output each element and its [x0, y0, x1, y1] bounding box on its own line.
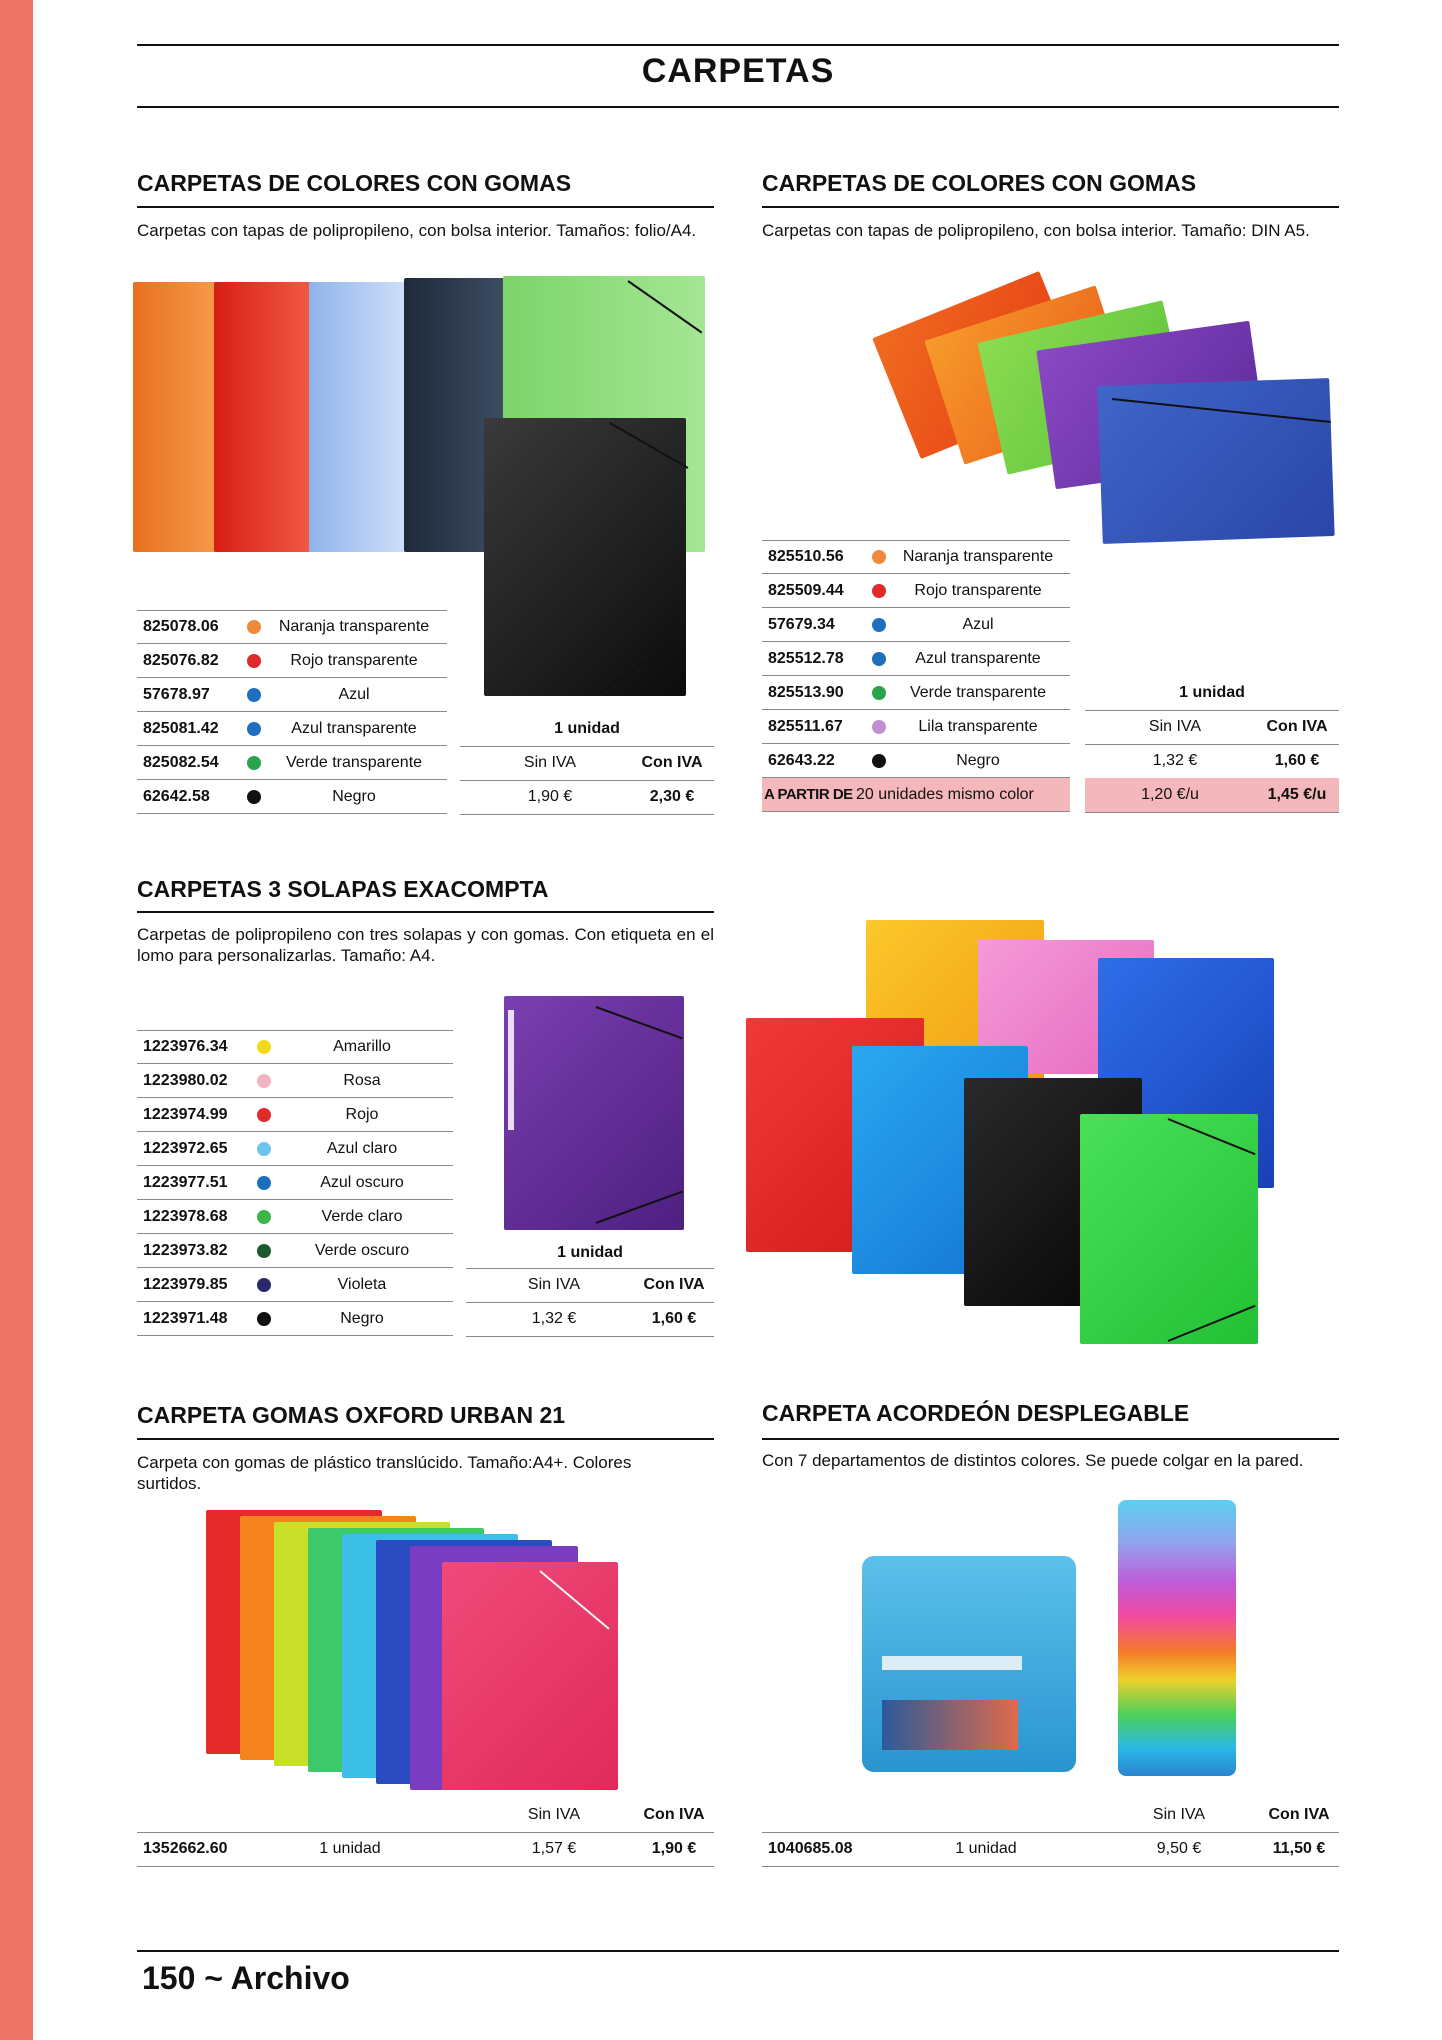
- unit-label: 1 unidad: [319, 1840, 381, 1857]
- item-code: 1223973.82: [143, 1241, 228, 1259]
- sin-iva-label: Sin IVA: [1148, 718, 1202, 735]
- item-code: 825511.67: [768, 717, 843, 735]
- section2-title: CARPETAS DE COLORES CON GOMAS: [762, 170, 1197, 196]
- item-color-name: Verde oscuro: [314, 1241, 410, 1259]
- accent-strip: [0, 0, 33, 2040]
- bulk-label: A PARTIR DE: [764, 786, 853, 803]
- item-code: 825513.90: [768, 683, 844, 701]
- item-color-name: Azul oscuro: [320, 1173, 404, 1191]
- list-item: [137, 1030, 453, 1064]
- item-code: 62643.22: [768, 751, 835, 769]
- bulk-sin-iva-price: 1,20 €/u: [1085, 778, 1255, 812]
- item-code: 825082.54: [143, 753, 219, 771]
- bulk-offer-row: [762, 778, 1070, 812]
- item-color-name: Lila transparente: [918, 717, 1038, 735]
- section1-rule: [137, 206, 714, 208]
- item-code: 825078.06: [143, 618, 219, 635]
- list-item: [137, 780, 447, 814]
- item-code: 1223976.34: [143, 1038, 228, 1055]
- list-item: [762, 710, 1070, 744]
- color-dot: [247, 722, 261, 736]
- item-color-name: Naranja transparente: [902, 548, 1054, 565]
- sin-iva-price: 9,50 €: [1156, 1840, 1202, 1857]
- color-dot: [872, 754, 886, 768]
- list-item: [137, 712, 447, 746]
- sin-iva-label: Sin IVA: [527, 1806, 581, 1823]
- color-dot: [872, 584, 886, 598]
- list-item: [762, 608, 1070, 642]
- con-iva-label: Con IVA: [1266, 718, 1328, 735]
- color-dot: [257, 1278, 271, 1292]
- bulk-text: 20 unidades mismo color: [856, 785, 1034, 803]
- list-item: [137, 644, 447, 678]
- item-color-name: Rosa: [343, 1071, 381, 1089]
- item-code: 1223974.99: [143, 1105, 228, 1123]
- section1-title: CARPETAS DE COLORES CON GOMAS: [137, 170, 572, 196]
- list-item: [137, 1234, 453, 1268]
- list-item: [137, 1200, 453, 1234]
- item-code: 1223978.68: [143, 1207, 228, 1225]
- list-item: [762, 642, 1070, 676]
- item-color-name: Negro: [340, 1309, 384, 1327]
- footer-rule: [137, 1950, 1339, 1952]
- item-code: 1040685.08: [768, 1840, 853, 1857]
- sin-iva-label: Sin IVA: [523, 754, 577, 771]
- color-dot: [872, 618, 886, 632]
- section1-description: Carpetas con tapas de polipropileno, con bolsa interior. Tamaños: folio/A4.: [137, 221, 697, 240]
- item-color-name: Verde claro: [321, 1207, 403, 1225]
- con-iva-price: 1,90 €: [651, 1840, 697, 1857]
- color-dot: [872, 652, 886, 666]
- price-divider: [466, 1336, 714, 1337]
- header-top-rule: [137, 44, 1339, 46]
- item-color-name: Verde transparente: [909, 683, 1047, 701]
- item-color-name: Azul: [338, 685, 370, 703]
- item-code: 1223971.48: [143, 1309, 228, 1327]
- item-color-name: Rojo: [345, 1105, 379, 1123]
- section5-title: CARPETA ACORDEÓN DESPLEGABLE: [762, 1400, 1190, 1426]
- list-item: [137, 1132, 453, 1166]
- con-iva-label: Con IVA: [643, 1276, 705, 1293]
- list-item: [762, 574, 1070, 608]
- color-dot: [247, 654, 261, 668]
- color-dot: [247, 756, 261, 770]
- section5-description: Con 7 departamentos de distintos colores. Se puede colgar en la pared.: [762, 1451, 1304, 1470]
- item-code: 825512.78: [768, 649, 844, 667]
- list-item: [762, 540, 1070, 574]
- item-color-name: Verde transparente: [285, 753, 423, 771]
- sin-iva-price: 1,32 €: [1152, 752, 1198, 769]
- list-item: [762, 744, 1070, 778]
- section3-rule: [137, 911, 714, 913]
- list-item: [137, 678, 447, 712]
- item-color-name: Azul: [962, 615, 994, 633]
- section3-title: CARPETAS 3 SOLAPAS EXACOMPTA: [137, 876, 549, 902]
- section4-title: CARPETA GOMAS OXFORD URBAN 21: [137, 1402, 566, 1428]
- color-dot: [872, 550, 886, 564]
- item-color-name: Azul transparente: [915, 649, 1041, 667]
- unit-label: 1 unidad: [554, 720, 620, 737]
- con-iva-price: 1,60 €: [651, 1310, 697, 1327]
- item-code: 62642.58: [143, 787, 210, 805]
- item-code: 825076.82: [143, 651, 219, 669]
- color-dot: [257, 1312, 271, 1326]
- list-item: [137, 1166, 453, 1200]
- item-code: 825509.44: [768, 581, 844, 599]
- con-iva-label: Con IVA: [1268, 1806, 1330, 1823]
- item-code: 1352662.60: [143, 1840, 228, 1857]
- con-iva-price: 1,60 €: [1274, 752, 1320, 769]
- con-iva-label: Con IVA: [643, 1806, 705, 1823]
- item-color-name: Azul claro: [326, 1139, 398, 1157]
- sin-iva-label: Sin IVA: [1152, 1806, 1206, 1823]
- price-divider: [762, 1866, 1339, 1867]
- section2-rule: [762, 206, 1339, 208]
- item-color-name: Negro: [332, 787, 376, 805]
- color-dot: [247, 790, 261, 804]
- item-color-name: Negro: [956, 751, 1000, 769]
- con-iva-price: 11,50 €: [1272, 1840, 1326, 1857]
- color-dot: [257, 1244, 271, 1258]
- color-dot: [247, 688, 261, 702]
- color-dot: [872, 686, 886, 700]
- item-color-name: Rojo transparente: [290, 651, 418, 669]
- color-dot: [257, 1040, 271, 1054]
- con-iva-label: Con IVA: [641, 754, 703, 771]
- item-code: 1223980.02: [143, 1071, 228, 1089]
- section4-description: Carpeta con gomas de plástico translúcido. Tamaño:A4+. Colores surtidos.: [137, 1453, 632, 1493]
- item-code: 1223972.65: [143, 1139, 228, 1157]
- item-color-name: Azul transparente: [291, 719, 417, 737]
- sin-iva-price: 1,90 €: [527, 788, 573, 805]
- color-dot: [257, 1210, 271, 1224]
- color-dot: [257, 1176, 271, 1190]
- item-color-name: Violeta: [337, 1275, 387, 1293]
- price-divider: [1085, 812, 1339, 813]
- page-title: CARPETAS: [641, 52, 835, 90]
- con-iva-price: 2,30 €: [649, 788, 695, 805]
- item-code: 57678.97: [143, 685, 210, 703]
- section5-rule: [762, 1438, 1339, 1440]
- list-item: [137, 1098, 453, 1132]
- unit-label: 1 unidad: [1179, 684, 1245, 701]
- sin-iva-label: Sin IVA: [527, 1276, 581, 1293]
- section2-description: Carpetas con tapas de polipropileno, con bolsa interior. Tamaño: DIN A5.: [762, 221, 1310, 240]
- item-color-name: Naranja transparente: [278, 618, 430, 635]
- bulk-con-iva-price: 1,45 €/u: [1255, 778, 1339, 812]
- page-footer: 150 ~ Archivo: [142, 1960, 350, 1996]
- list-item: [137, 1064, 453, 1098]
- list-item: [762, 676, 1070, 710]
- color-dot: [257, 1108, 271, 1122]
- list-item: [137, 610, 447, 644]
- item-code: 57679.34: [768, 615, 835, 633]
- section3-description: Carpetas de polipropileno con tres solapas y con gomas. Con etiqueta en el lomo para personalizarlas. Tamaño: A4.: [137, 925, 714, 965]
- color-dot: [257, 1074, 271, 1088]
- color-dot: [257, 1142, 271, 1156]
- color-dot: [872, 720, 886, 734]
- item-color-name: Rojo transparente: [914, 581, 1042, 599]
- list-item: [137, 1302, 453, 1336]
- unit-label: 1 unidad: [557, 1244, 623, 1261]
- price-divider: [460, 814, 714, 815]
- item-code: 1223979.85: [143, 1275, 228, 1293]
- item-code: 825510.56: [768, 548, 844, 565]
- item-color-name: Amarillo: [333, 1038, 391, 1055]
- section4-rule: [137, 1438, 714, 1440]
- header-bottom-rule: [137, 106, 1339, 108]
- price-divider: [137, 1866, 714, 1867]
- item-code: 825081.42: [143, 719, 219, 737]
- item-code: 1223977.51: [143, 1173, 228, 1191]
- sin-iva-price: 1,57 €: [531, 1840, 577, 1857]
- color-dot: [247, 620, 261, 634]
- unit-label: 1 unidad: [955, 1840, 1017, 1857]
- list-item: [137, 1268, 453, 1302]
- sin-iva-price: 1,32 €: [531, 1310, 577, 1327]
- list-item: [137, 746, 447, 780]
